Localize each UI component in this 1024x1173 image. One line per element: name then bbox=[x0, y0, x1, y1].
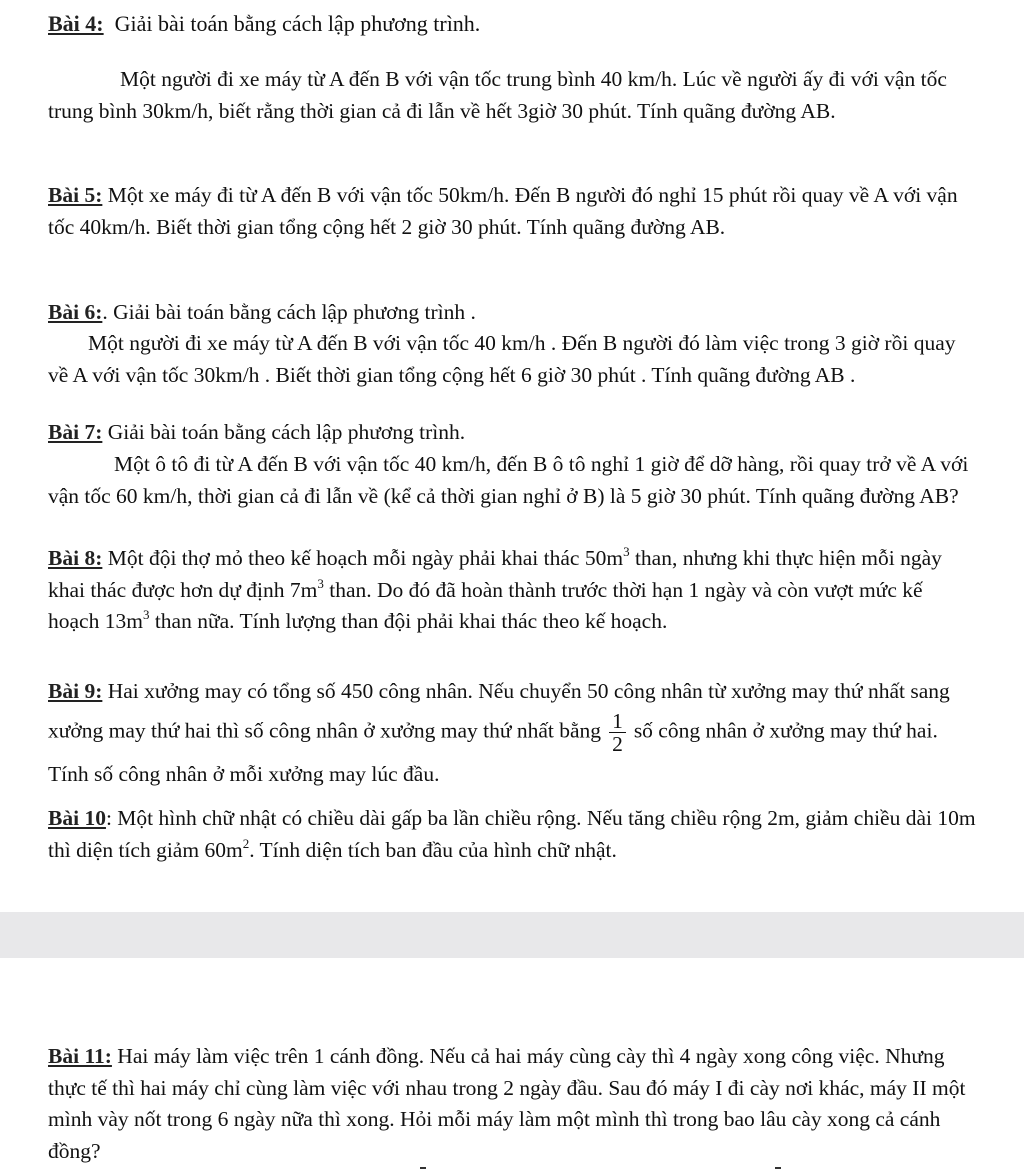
problem-8-text-1: Một đội thợ mỏ theo kế hoạch mỗi ngày phải khai thác bbox=[107, 546, 585, 570]
fraction-denominator: 2 bbox=[609, 732, 626, 755]
problem-10-value: 60m bbox=[204, 837, 243, 862]
problem-8 bbox=[48, 543, 978, 638]
problem-6-label: Bài 6: bbox=[48, 300, 103, 324]
problem-8-text-3: than. Do đó đã hoàn thành trước thời hạn 1 ngày và còn vượt mức kế hoạch bbox=[48, 577, 923, 633]
cube-exponent: 3 bbox=[142, 607, 150, 622]
problem-10-text-1: : Một hình chữ nhật có chiều dài gấp ba lần chiều rộng. Nếu tăng chiều rộng 2m, giảm chiều dài 10m thì diện tích giảm bbox=[48, 806, 976, 862]
problem-8-value-3: 13m bbox=[104, 609, 143, 633]
problem-4-title: Giải bài toán bằng cách lập phương trình. bbox=[114, 11, 481, 36]
problem-8-value-2: 7m bbox=[289, 577, 318, 602]
cut-off-text-fragment bbox=[420, 1163, 800, 1173]
problem-5-text: Một xe máy đi từ A đến B với vận tốc 50km/h. Đến B người đó nghỉ 15 phút rồi quay về A với vận tốc 40km/h. Biết thời gian tổng cộng hết 2 giờ 30 phút. Tính quãng đường AB. bbox=[48, 183, 958, 239]
problem-4-heading bbox=[48, 8, 978, 40]
problem-6-text: Một người đi xe máy từ A đến B với vận tốc 40 km/h . Đến B người đó làm việc trong 3 giờ rồi quay về A với vận tốc 30km/h . Biết thời gian tổng cộng hết 6 giờ 30 phút . Tính quãng đường AB . bbox=[48, 331, 956, 387]
problem-9-text-2: số công nhân ở xưởng may thứ hai. Tính số công nhân ở mỗi xưởng may lúc đầu. bbox=[48, 718, 938, 786]
problem-5 bbox=[48, 180, 978, 243]
problem-8-label: Bài 8: bbox=[48, 546, 103, 570]
problem-4-text: Một người đi xe máy từ A đến B với vận tốc trung bình 40 km/h. Lúc về người ấy đi với vận tốc trung bình 30km/h, biết rằng thời gian cả đi lẫn về hết 3giờ 30 phút. Tính quãng đường AB. bbox=[48, 67, 947, 123]
problem-7-label: Bài 7: bbox=[48, 420, 103, 444]
problem-9-label: Bài 9: bbox=[48, 679, 103, 703]
problem-11-text: Hai máy làm việc trên 1 cánh đồng. Nếu cả hai máy cùng cày thì 4 ngày xong công việc. Nhưng thực tế thì hai máy chỉ cùng làm việc với nhau trong 2 ngày đầu. Sau đó máy I đi cày nơi khác, máy II một mình vày nốt trong 6 ngày nữa thì xong. Hỏi mỗi máy làm một mình thì trong bao lâu cày xong cả cánh đồng? bbox=[48, 1044, 966, 1163]
problem-7-text: Một ô tô đi từ A đến B với vận tốc 40 km/h, đến B ô tô nghỉ 1 giờ để dỡ hàng, rồi quay trở về A với vận tốc 60 km/h, thời gian cả đi lẫn về (kể cả thời gian nghỉ ở B) là 5 giờ 30 phút. Tính quãng đường AB? bbox=[48, 452, 969, 508]
problem-8-value-1: 50m bbox=[584, 546, 624, 570]
problem-7-heading bbox=[48, 417, 978, 449]
square-exponent: 2 bbox=[242, 835, 250, 851]
page-divider bbox=[0, 912, 1024, 958]
problem-9 bbox=[48, 672, 978, 793]
document-page-2 bbox=[0, 958, 1024, 1173]
problem-4-label: Bài 4: bbox=[48, 11, 104, 36]
cube-exponent: 3 bbox=[623, 544, 630, 559]
problem-9-text-1: Hai xưởng may có tổng số 450 công nhân. Nếu chuyển 50 công nhân từ xưởng may thứ nhất sang xưởng may thứ hai thì số công nhân ở xưởng may thứ nhất bằng bbox=[48, 679, 950, 743]
problem-10-text-2: . Tính diện tích ban đầu của hình chữ nhật. bbox=[249, 837, 617, 862]
cube-exponent: 3 bbox=[317, 575, 324, 591]
problem-5-label: Bài 5: bbox=[48, 183, 103, 207]
problem-10 bbox=[48, 803, 978, 866]
problem-8-text-2: than, nhưng khi thực hiện mỗi ngày khai thác được hơn dự định bbox=[48, 546, 942, 602]
problem-8-text-4: than nữa. Tính lượng than đội phải khai thác theo kế hoạch. bbox=[149, 609, 668, 633]
one-half-fraction bbox=[609, 710, 626, 755]
fraction-numerator: 1 bbox=[612, 709, 623, 733]
problem-11 bbox=[48, 1041, 978, 1167]
problem-6-heading bbox=[48, 297, 978, 329]
problem-10-label: Bài 10 bbox=[48, 806, 106, 830]
problem-11-label: Bài 11: bbox=[48, 1044, 112, 1068]
problem-6-title: . Giải bài toán bằng cách lập phương trình . bbox=[102, 300, 476, 324]
problem-7-title: Giải bài toán bằng cách lập phương trình. bbox=[107, 420, 466, 444]
